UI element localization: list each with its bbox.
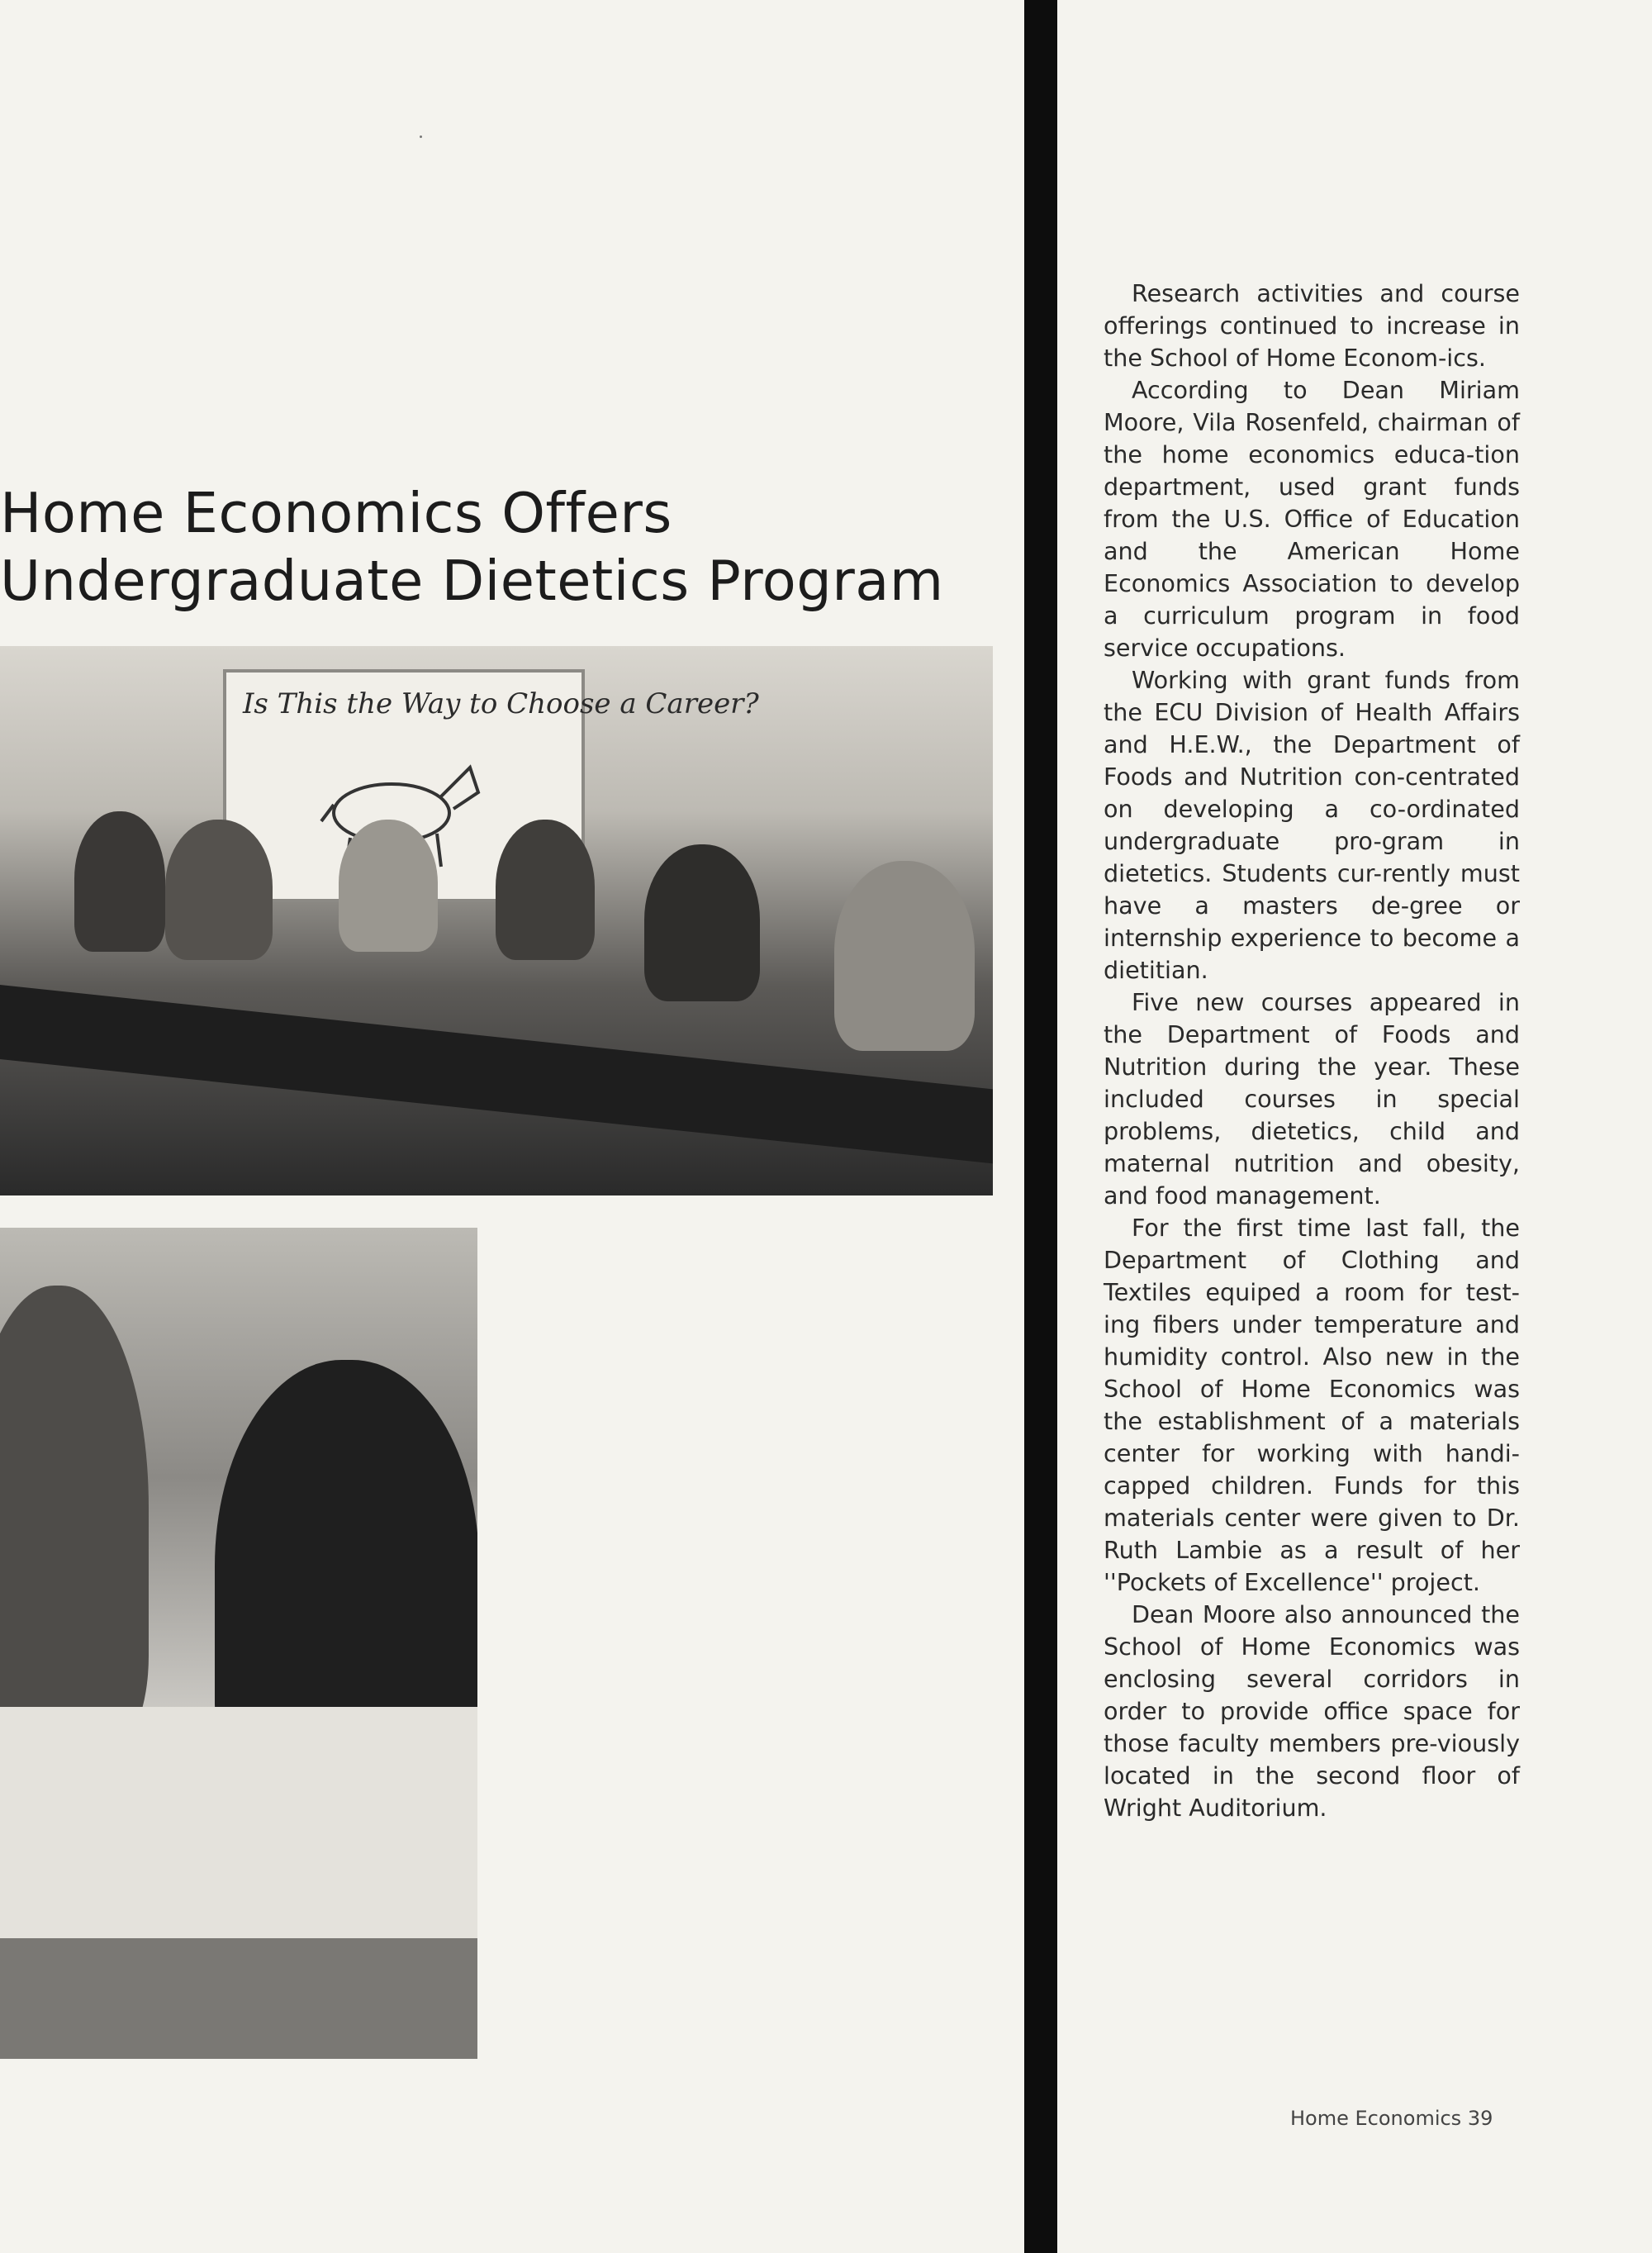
paragraph: Dean Moore also announced the School of Home Economics was enclosing several corridors in order to provide office space for those faculty members pre-viously located in the second floor of Wright Auditorium.: [1104, 1600, 1520, 1822]
page-title: [0, 479, 1016, 615]
paragraph: Research activities and course offerings continued to increase in the School of Home Econom-ics.: [1104, 279, 1520, 372]
poster-caption: Is This the Way to Choose a Career?: [243, 687, 759, 720]
title-line-2: Undergraduate Dietetics Program: [0, 549, 944, 613]
title-line-1: Home Economics Offers: [0, 481, 672, 545]
fabric-on-table: [0, 1707, 477, 1955]
student-figure: [644, 844, 760, 1001]
sewing-photo: [0, 1228, 477, 2059]
speck: [420, 135, 422, 138]
page-number: 39: [1467, 2107, 1493, 2130]
paragraph: Five new courses appeared in the Department of Foods and Nutrition during the year. These included courses in special problems, dietetics, child and maternal nutrition and obesity, and food management.: [1104, 988, 1520, 1210]
page-footer: [1290, 2107, 1493, 2130]
article-body: [1104, 278, 1520, 1824]
student-figure: [339, 820, 438, 952]
work-table: [0, 1938, 477, 2059]
section-name: Home Economics: [1290, 2107, 1462, 2130]
student-figure: [834, 861, 975, 1051]
student-figure: [74, 811, 165, 952]
classroom-photo: [0, 646, 993, 1195]
paragraph: Working with grant funds from the ECU Division of Health Affairs and H.E.W., the Department of Foods and Nutrition con-centrated on developing a co-ordinated undergraduate pro-gram in dietetics. Students cur-rently must have a masters de-gree or internship experience to become a dietitian.: [1104, 666, 1520, 984]
gutter-bar: [1024, 0, 1057, 2253]
paragraph: For the first time last fall, the Department of Clothing and Textiles equiped a room for test-ing fibers under temperature and humidity control. Also new in the School of Home Economics was the establishment of a materials center for working with handi-capped children. Funds for this materials center were given to Dr. Ruth Lambie as a result of her ''Pockets of Excellence'' project.: [1104, 1214, 1520, 1596]
paragraph: According to Dean Miriam Moore, Vila Rosenfeld, chairman of the home economics educa-tion department, used grant funds from the U.S. Office of Education and the American Home Economics Association to develop a curriculum program in food service occupations.: [1104, 376, 1520, 662]
student-figure: [0, 1286, 149, 1748]
student-figure: [496, 820, 595, 960]
student-figure: [165, 820, 273, 960]
